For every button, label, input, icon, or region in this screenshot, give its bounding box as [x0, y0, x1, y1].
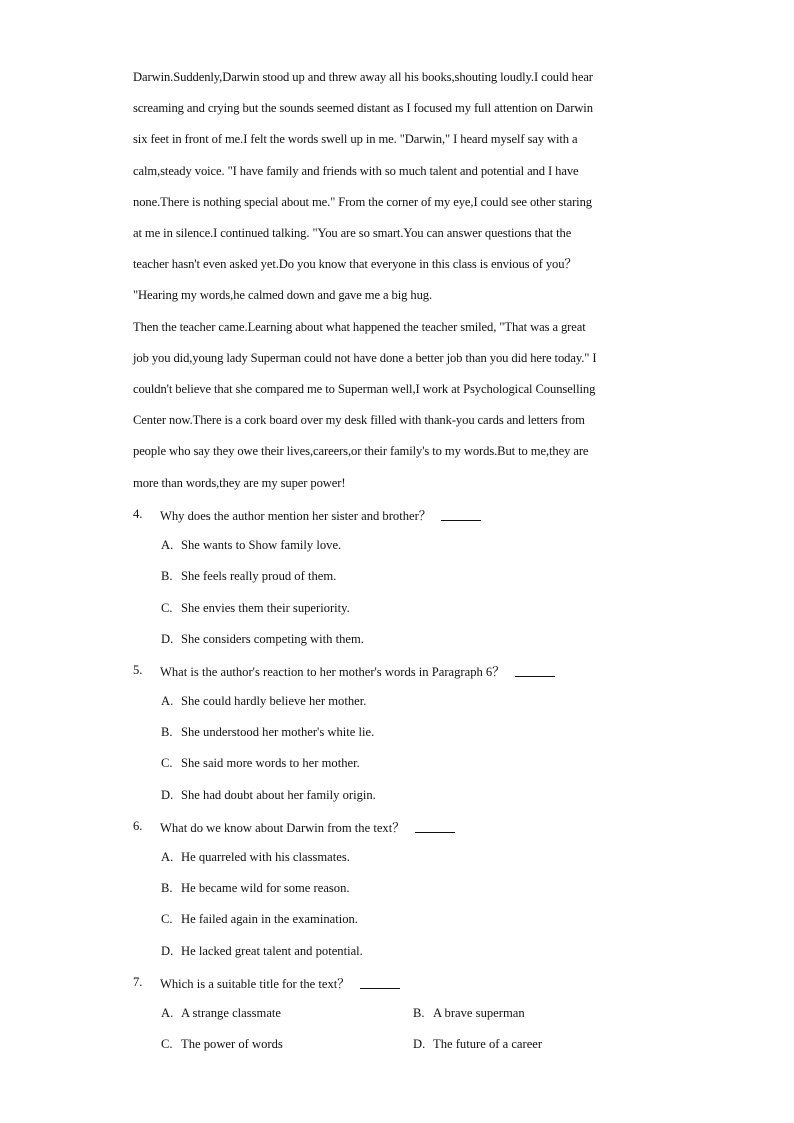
- option-letter: B.: [413, 1005, 425, 1020]
- passage-line: Then the teacher came.Learning about what happened the teacher smiled, "That was a great: [133, 319, 586, 334]
- option-a[interactable]: [161, 530, 663, 561]
- passage-line: people who say they owe their lives,careers,or their family's to my words.But to me,they are: [133, 444, 589, 459]
- answer-blank[interactable]: [415, 820, 455, 833]
- option-text: She understood her mother's white lie.: [181, 725, 375, 740]
- option-letter: C.: [161, 1037, 173, 1052]
- question-5: [133, 655, 663, 811]
- passage-line: six feet in front of me.I felt the words swell up in me. "Darwin," I heard myself say with a: [133, 132, 578, 147]
- option-text: She envies them their superiority.: [181, 600, 350, 615]
- option-b[interactable]: [161, 873, 663, 904]
- option-c[interactable]: [161, 1029, 413, 1060]
- option-d[interactable]: [413, 1029, 673, 1060]
- passage-paragraph-1: [133, 62, 663, 312]
- option-list: [133, 686, 663, 811]
- passage: [133, 62, 663, 499]
- option-text: He became wild for some reason.: [181, 881, 350, 896]
- passage-line: screaming and crying but the sounds seemed distant as I focused my full attention on Darwin: [133, 101, 593, 116]
- passage-line: teacher hasn't even asked yet.Do you know that everyone in this class is envious of you？: [133, 257, 577, 272]
- question-text: What do we know about Darwin from the text？: [160, 820, 405, 835]
- question-number: 7.: [133, 974, 143, 989]
- option-b[interactable]: [161, 717, 663, 748]
- option-d[interactable]: [161, 780, 663, 811]
- passage-line: Darwin.Suddenly,Darwin stood up and threw away all his books,shouting loudly.I could hear: [133, 70, 593, 84]
- option-c[interactable]: [161, 748, 663, 779]
- passage-line: couldn't believe that she compared me to Superman well,I work at Psychological Counselling: [133, 382, 596, 397]
- option-a[interactable]: [161, 998, 413, 1029]
- option-a[interactable]: [161, 842, 663, 873]
- option-letter: D.: [413, 1037, 426, 1052]
- passage-line: Center now.There is a cork board over my desk filled with thank-you cards and letters from: [133, 413, 585, 428]
- question-6: [133, 811, 663, 967]
- question-text: Why does the author mention her sister and brother？: [160, 508, 432, 523]
- option-text: She had doubt about her family origin.: [181, 787, 376, 802]
- option-letter: A.: [161, 850, 174, 864]
- option-d[interactable]: [161, 624, 663, 655]
- option-letter: C.: [161, 756, 173, 771]
- passage-paragraph-2: [133, 312, 663, 499]
- option-letter: C.: [161, 912, 173, 927]
- option-letter: D.: [161, 943, 174, 958]
- option-letter: D.: [161, 631, 174, 646]
- option-list: [133, 530, 663, 655]
- option-text: A brave superman: [433, 1005, 525, 1020]
- option-text: He quarreled with his classmates.: [181, 850, 350, 864]
- passage-line: job you did,young lady Superman could not have done a better job than you did here today." I: [133, 350, 597, 365]
- question-stem: [133, 655, 663, 686]
- question-number: 6.: [133, 818, 143, 833]
- answer-blank[interactable]: [360, 976, 400, 989]
- option-text: A strange classmate: [181, 1005, 282, 1020]
- passage-line: calm,steady voice. "I have family and friends with so much talent and potential and I have: [133, 163, 579, 178]
- option-text: She wants to Show family love.: [181, 538, 342, 553]
- passage-line: at me in silence.I continued talking. "You are so smart.You can answer questions that the: [133, 226, 572, 241]
- question-number: 5.: [133, 662, 143, 677]
- question-4: [133, 499, 663, 655]
- option-letter: C.: [161, 600, 173, 615]
- option-text: She feels really proud of them.: [181, 569, 337, 584]
- option-text: He failed again in the examination.: [181, 912, 358, 927]
- option-text: She said more words to her mother.: [181, 756, 360, 771]
- option-c[interactable]: [161, 592, 663, 623]
- answer-blank[interactable]: [515, 664, 555, 677]
- option-text: She could hardly believe her mother.: [181, 694, 367, 709]
- document-page: [133, 62, 663, 1060]
- option-letter: B.: [161, 725, 173, 740]
- answer-blank[interactable]: [441, 508, 481, 521]
- option-b[interactable]: [413, 998, 673, 1029]
- option-b[interactable]: [161, 561, 663, 592]
- question-stem: [133, 811, 663, 842]
- question-stem: [133, 499, 663, 530]
- option-c[interactable]: [161, 904, 663, 935]
- option-letter: A.: [161, 694, 174, 709]
- option-letter: A.: [161, 538, 174, 553]
- passage-line: "Hearing my words,he calmed down and gave me a big hug.: [133, 288, 433, 303]
- option-text: The future of a career: [433, 1037, 543, 1052]
- question-7: [133, 967, 663, 1061]
- option-text: The power of words: [181, 1037, 283, 1052]
- question-number: 4.: [133, 506, 143, 521]
- passage-line: none.There is nothing special about me." From the corner of my eye,I could see other staring: [133, 194, 592, 209]
- option-letter: B.: [161, 569, 173, 584]
- option-text: He lacked great talent and potential.: [181, 943, 363, 958]
- question-text: Which is a suitable title for the text？: [160, 976, 350, 991]
- passage-line: more than words,they are my super power!: [133, 475, 346, 490]
- question-text: What is the author's reaction to her mother's words in Paragraph 6？: [160, 664, 505, 679]
- option-letter: B.: [161, 881, 173, 896]
- question-stem: [133, 967, 663, 998]
- option-a[interactable]: [161, 686, 663, 717]
- option-d[interactable]: [161, 935, 663, 966]
- option-list: [133, 998, 663, 1060]
- option-list: [133, 842, 663, 967]
- option-letter: A.: [161, 1005, 174, 1020]
- option-letter: D.: [161, 787, 174, 802]
- option-text: She considers competing with them.: [181, 631, 364, 646]
